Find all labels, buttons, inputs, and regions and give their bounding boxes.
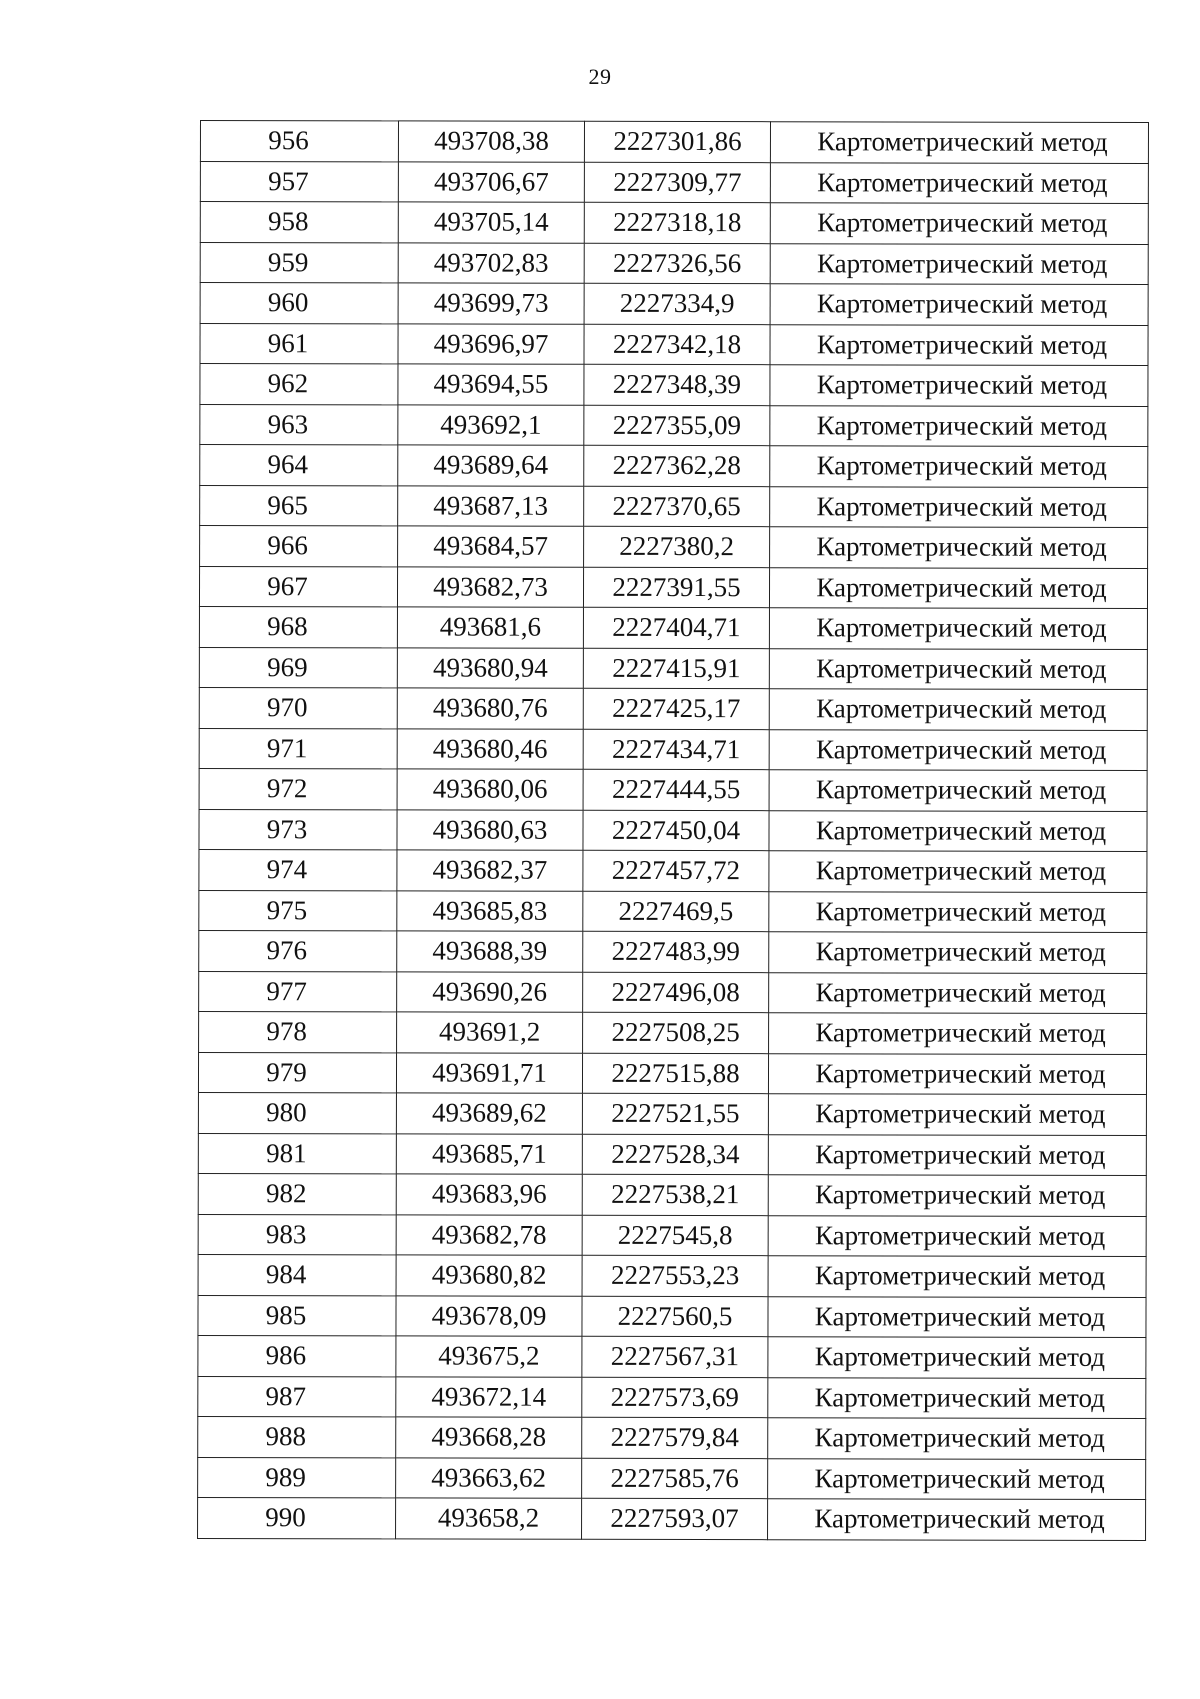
x-coordinate-cell: 493692,1 bbox=[398, 404, 584, 445]
table-row bbox=[198, 1052, 1146, 1094]
x-coordinate-cell: 493694,55 bbox=[398, 364, 584, 405]
x-coordinate-cell: 493683,96 bbox=[396, 1174, 582, 1215]
y-coordinate-cell: 2227391,55 bbox=[583, 567, 769, 608]
table-row bbox=[199, 728, 1147, 770]
y-coordinate-cell: 2227434,71 bbox=[583, 729, 769, 770]
point-number-cell: 972 bbox=[199, 768, 397, 809]
table-row bbox=[199, 849, 1147, 891]
table-row bbox=[199, 930, 1147, 972]
table-row bbox=[199, 971, 1147, 1013]
table-row bbox=[199, 768, 1147, 810]
point-number-cell: 958 bbox=[200, 202, 398, 243]
table-row bbox=[199, 607, 1147, 649]
y-coordinate-cell: 2227521,55 bbox=[582, 1093, 768, 1134]
table-row bbox=[200, 161, 1148, 203]
method-cell: Картометрический метод bbox=[768, 1094, 1146, 1135]
method-cell: Картометрический метод bbox=[770, 405, 1148, 446]
table-row bbox=[200, 404, 1148, 446]
table-row bbox=[198, 1254, 1146, 1296]
point-number-cell: 985 bbox=[198, 1295, 396, 1336]
y-coordinate-cell: 2227301,86 bbox=[584, 121, 770, 162]
coordinates-table bbox=[197, 120, 1149, 1540]
point-number-cell: 978 bbox=[199, 1011, 397, 1052]
y-coordinate-cell: 2227318,18 bbox=[584, 202, 770, 243]
point-number-cell: 961 bbox=[200, 323, 398, 364]
x-coordinate-cell: 493685,71 bbox=[396, 1133, 582, 1174]
x-coordinate-cell: 493696,97 bbox=[398, 323, 584, 364]
point-number-cell: 964 bbox=[200, 445, 398, 486]
y-coordinate-cell: 2227545,8 bbox=[582, 1215, 768, 1256]
x-coordinate-cell: 493691,2 bbox=[397, 1012, 583, 1053]
table-row bbox=[198, 1214, 1146, 1256]
point-number-cell: 968 bbox=[199, 607, 397, 648]
point-number-cell: 957 bbox=[200, 161, 398, 202]
y-coordinate-cell: 2227380,2 bbox=[584, 526, 770, 567]
table-row bbox=[198, 1092, 1146, 1134]
method-cell: Картометрический метод bbox=[770, 527, 1148, 568]
table-row bbox=[198, 1173, 1146, 1215]
table-row bbox=[199, 566, 1147, 608]
x-coordinate-cell: 493680,94 bbox=[397, 647, 583, 688]
method-cell: Картометрический метод bbox=[770, 324, 1148, 365]
method-cell: Картометрический метод bbox=[768, 1053, 1146, 1094]
y-coordinate-cell: 2227355,09 bbox=[584, 405, 770, 446]
y-coordinate-cell: 2227515,88 bbox=[582, 1053, 768, 1094]
method-cell: Картометрический метод bbox=[770, 243, 1148, 284]
x-coordinate-cell: 493678,09 bbox=[396, 1295, 582, 1336]
method-cell: Картометрический метод bbox=[769, 567, 1147, 608]
y-coordinate-cell: 2227326,56 bbox=[584, 243, 770, 284]
point-number-cell: 965 bbox=[200, 485, 398, 526]
method-cell: Картометрический метод bbox=[770, 122, 1148, 163]
y-coordinate-cell: 2227457,72 bbox=[583, 850, 769, 891]
method-cell: Картометрический метод bbox=[769, 648, 1147, 689]
y-coordinate-cell: 2227585,76 bbox=[582, 1458, 768, 1499]
point-number-cell: 990 bbox=[198, 1497, 396, 1538]
table-row bbox=[198, 1497, 1146, 1539]
table-row bbox=[198, 1295, 1146, 1337]
method-cell: Картометрический метод bbox=[768, 1458, 1146, 1499]
table-row bbox=[199, 687, 1147, 729]
table-row bbox=[200, 242, 1148, 284]
y-coordinate-cell: 2227496,08 bbox=[583, 972, 769, 1013]
method-cell: Картометрический метод bbox=[768, 1418, 1146, 1459]
table-row bbox=[199, 1011, 1147, 1053]
method-cell: Картометрический метод bbox=[769, 972, 1147, 1013]
x-coordinate-cell: 493675,2 bbox=[396, 1336, 582, 1377]
method-cell: Картометрический метод bbox=[768, 1134, 1146, 1175]
method-cell: Картометрический метод bbox=[770, 365, 1148, 406]
point-number-cell: 963 bbox=[200, 404, 398, 445]
point-number-cell: 966 bbox=[200, 526, 398, 567]
point-number-cell: 970 bbox=[199, 687, 397, 728]
page-number: 29 bbox=[588, 64, 612, 89]
y-coordinate-cell: 2227469,5 bbox=[583, 891, 769, 932]
point-number-cell: 977 bbox=[199, 971, 397, 1012]
method-cell: Картометрический метод bbox=[770, 284, 1148, 325]
method-cell: Картометрический метод bbox=[768, 1256, 1146, 1297]
y-coordinate-cell: 2227342,18 bbox=[584, 324, 770, 365]
x-coordinate-cell: 493672,14 bbox=[396, 1376, 582, 1417]
table-row bbox=[198, 1457, 1146, 1499]
point-number-cell: 960 bbox=[200, 283, 398, 324]
y-coordinate-cell: 2227362,28 bbox=[584, 445, 770, 486]
y-coordinate-cell: 2227309,77 bbox=[584, 162, 770, 203]
point-number-cell: 979 bbox=[198, 1052, 396, 1093]
method-cell: Картометрический метод bbox=[768, 1296, 1146, 1337]
method-cell: Картометрический метод bbox=[768, 1499, 1146, 1540]
y-coordinate-cell: 2227450,04 bbox=[583, 810, 769, 851]
x-coordinate-cell: 493702,83 bbox=[398, 242, 584, 283]
x-coordinate-cell: 493689,64 bbox=[398, 445, 584, 486]
x-coordinate-cell: 493663,62 bbox=[396, 1457, 582, 1498]
y-coordinate-cell: 2227538,21 bbox=[582, 1174, 768, 1215]
x-coordinate-cell: 493658,2 bbox=[396, 1498, 582, 1539]
table-row bbox=[199, 890, 1147, 932]
y-coordinate-cell: 2227404,71 bbox=[583, 607, 769, 648]
method-cell: Картометрический метод bbox=[769, 891, 1147, 932]
y-coordinate-cell: 2227483,99 bbox=[583, 931, 769, 972]
method-cell: Картометрический метод bbox=[768, 1175, 1146, 1216]
method-cell: Картометрический метод bbox=[770, 203, 1148, 244]
table-row bbox=[198, 1416, 1146, 1458]
x-coordinate-cell: 493682,73 bbox=[397, 566, 583, 607]
y-coordinate-cell: 2227348,39 bbox=[584, 364, 770, 405]
table-row bbox=[200, 485, 1148, 527]
x-coordinate-cell: 493688,39 bbox=[397, 931, 583, 972]
method-cell: Картометрический метод bbox=[768, 1377, 1146, 1418]
x-coordinate-cell: 493682,78 bbox=[396, 1214, 582, 1255]
point-number-cell: 956 bbox=[200, 121, 398, 162]
x-coordinate-cell: 493706,67 bbox=[398, 161, 584, 202]
point-number-cell: 976 bbox=[199, 930, 397, 971]
coordinates-table-body bbox=[198, 121, 1149, 1540]
table-row bbox=[198, 1376, 1146, 1418]
x-coordinate-cell: 493691,71 bbox=[396, 1052, 582, 1093]
point-number-cell: 983 bbox=[198, 1214, 396, 1255]
x-coordinate-cell: 493690,26 bbox=[397, 971, 583, 1012]
method-cell: Картометрический метод bbox=[769, 1013, 1147, 1054]
point-number-cell: 980 bbox=[198, 1092, 396, 1133]
point-number-cell: 967 bbox=[199, 566, 397, 607]
point-number-cell: 971 bbox=[199, 728, 397, 769]
y-coordinate-cell: 2227573,69 bbox=[582, 1377, 768, 1418]
x-coordinate-cell: 493705,14 bbox=[398, 202, 584, 243]
point-number-cell: 962 bbox=[200, 364, 398, 405]
table-row bbox=[200, 364, 1148, 406]
y-coordinate-cell: 2227508,25 bbox=[583, 1012, 769, 1053]
y-coordinate-cell: 2227560,5 bbox=[582, 1296, 768, 1337]
y-coordinate-cell: 2227370,65 bbox=[584, 486, 770, 527]
x-coordinate-cell: 493685,83 bbox=[397, 890, 583, 931]
table-row bbox=[200, 445, 1148, 487]
method-cell: Картометрический метод bbox=[768, 1337, 1146, 1378]
method-cell: Картометрический метод bbox=[769, 689, 1147, 730]
table-row bbox=[198, 1133, 1146, 1175]
method-cell: Картометрический метод bbox=[769, 770, 1147, 811]
method-cell: Картометрический метод bbox=[769, 851, 1147, 892]
y-coordinate-cell: 2227593,07 bbox=[582, 1498, 768, 1539]
point-number-cell: 989 bbox=[198, 1457, 396, 1498]
y-coordinate-cell: 2227528,34 bbox=[582, 1134, 768, 1175]
x-coordinate-cell: 493680,46 bbox=[397, 728, 583, 769]
x-coordinate-cell: 493680,63 bbox=[397, 809, 583, 850]
x-coordinate-cell: 493699,73 bbox=[398, 283, 584, 324]
method-cell: Картометрический метод bbox=[769, 729, 1147, 770]
point-number-cell: 986 bbox=[198, 1335, 396, 1376]
x-coordinate-cell: 493668,28 bbox=[396, 1417, 582, 1458]
method-cell: Картометрический метод bbox=[769, 810, 1147, 851]
table-row bbox=[200, 526, 1148, 568]
x-coordinate-cell: 493689,62 bbox=[396, 1093, 582, 1134]
x-coordinate-cell: 493682,37 bbox=[397, 850, 583, 891]
point-number-cell: 969 bbox=[199, 647, 397, 688]
x-coordinate-cell: 493680,82 bbox=[396, 1255, 582, 1296]
point-number-cell: 973 bbox=[199, 809, 397, 850]
point-number-cell: 975 bbox=[199, 890, 397, 931]
x-coordinate-cell: 493681,6 bbox=[397, 607, 583, 648]
table-row bbox=[200, 202, 1148, 244]
table-row bbox=[200, 121, 1148, 163]
x-coordinate-cell: 493680,06 bbox=[397, 769, 583, 810]
y-coordinate-cell: 2227425,17 bbox=[583, 688, 769, 729]
point-number-cell: 984 bbox=[198, 1254, 396, 1295]
method-cell: Картометрический метод bbox=[770, 162, 1148, 203]
point-number-cell: 974 bbox=[199, 849, 397, 890]
y-coordinate-cell: 2227579,84 bbox=[582, 1417, 768, 1458]
method-cell: Картометрический метод bbox=[768, 1215, 1146, 1256]
point-number-cell: 988 bbox=[198, 1416, 396, 1457]
table-row bbox=[199, 647, 1147, 689]
y-coordinate-cell: 2227444,55 bbox=[583, 769, 769, 810]
point-number-cell: 959 bbox=[200, 242, 398, 283]
method-cell: Картометрический метод bbox=[770, 486, 1148, 527]
point-number-cell: 987 bbox=[198, 1376, 396, 1417]
table-row bbox=[200, 323, 1148, 365]
x-coordinate-cell: 493684,57 bbox=[398, 526, 584, 567]
x-coordinate-cell: 493687,13 bbox=[398, 485, 584, 526]
point-number-cell: 981 bbox=[198, 1133, 396, 1174]
point-number-cell: 982 bbox=[198, 1173, 396, 1214]
table-row bbox=[200, 283, 1148, 325]
y-coordinate-cell: 2227415,91 bbox=[583, 648, 769, 689]
method-cell: Картометрический метод bbox=[770, 446, 1148, 487]
y-coordinate-cell: 2227567,31 bbox=[582, 1336, 768, 1377]
x-coordinate-cell: 493708,38 bbox=[398, 121, 584, 162]
table-row bbox=[198, 1335, 1146, 1377]
table-row bbox=[199, 809, 1147, 851]
y-coordinate-cell: 2227334,9 bbox=[584, 283, 770, 324]
method-cell: Картометрический метод bbox=[769, 932, 1147, 973]
x-coordinate-cell: 493680,76 bbox=[397, 688, 583, 729]
y-coordinate-cell: 2227553,23 bbox=[582, 1255, 768, 1296]
method-cell: Картометрический метод bbox=[769, 608, 1147, 649]
